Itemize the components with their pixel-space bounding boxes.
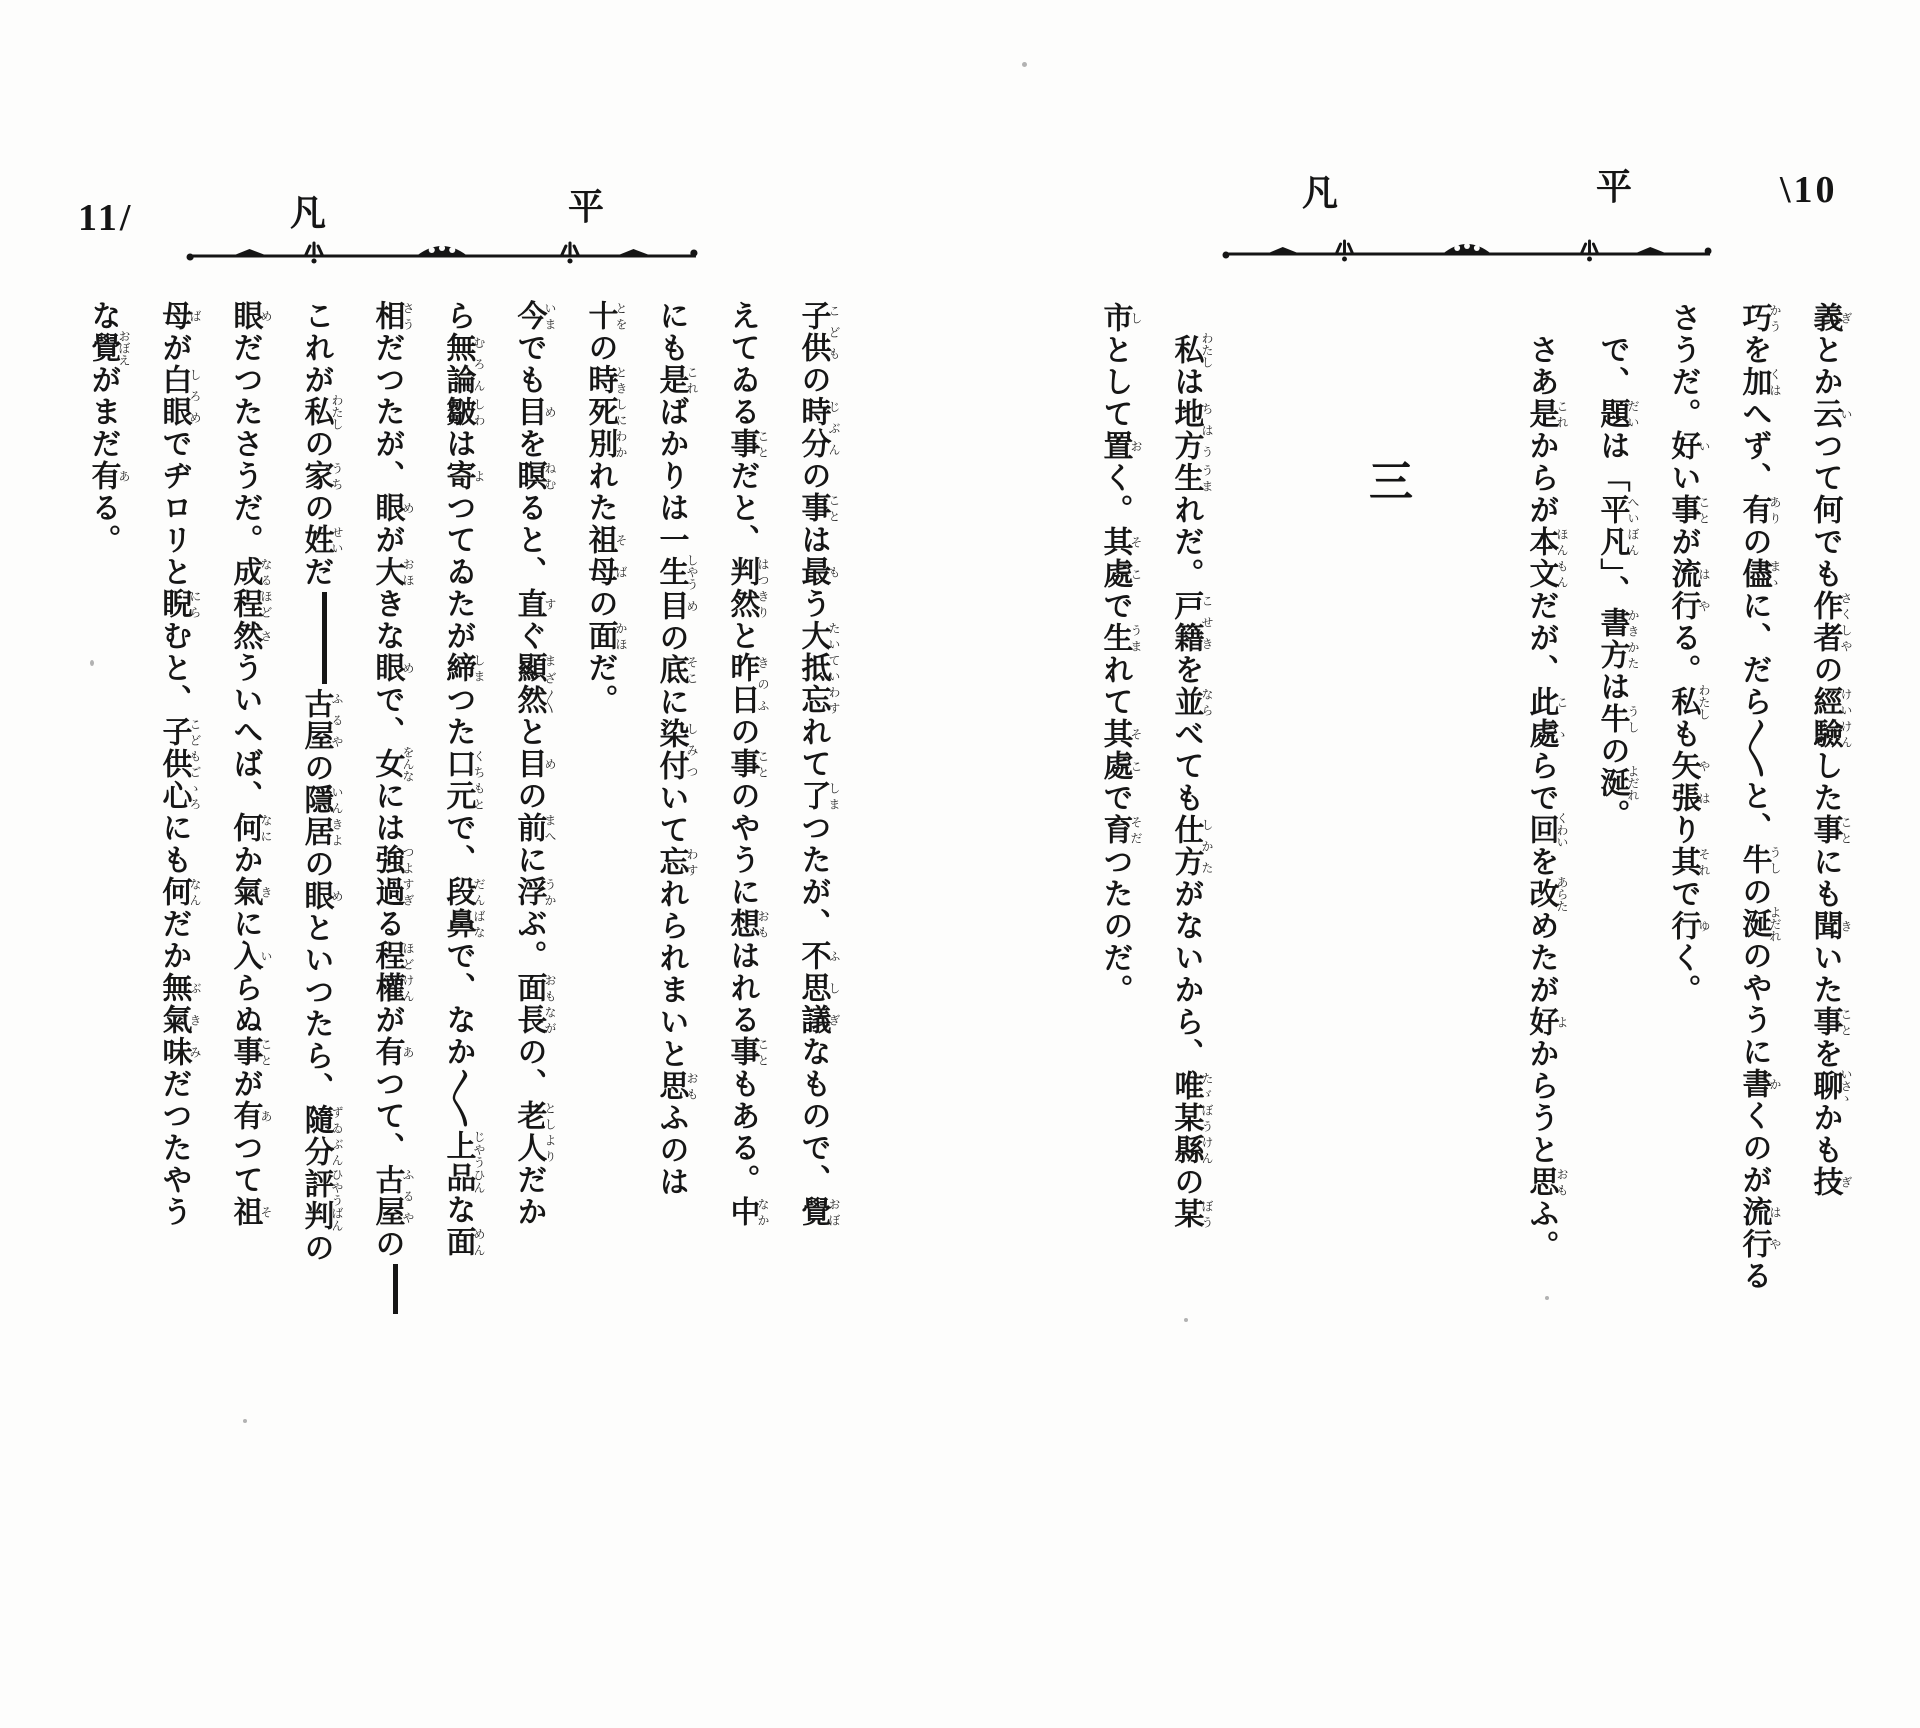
text-column: 子供こどもの時分じぶんの事ことは最もう大抵たいてい忘わすれて了しまつたが、不思議ふしぎなもので、覺おぼ	[795, 300, 841, 1228]
text-column: ら無論むろん皺しわは寄よつてゐたが締しまつた口元くちもとで、段鼻だんばなで、なか〱上品じやうひんな面めん	[440, 300, 486, 1258]
text-column: 今いまでも目めを瞑ねむると、直すぐ顯然まざ〱と目めの前まへに浮うかぶ。面長おもながの、老人としよりだか	[511, 300, 557, 1228]
section-number: 三	[1361, 458, 1412, 502]
text-column: 相さうだつたが、眼めが大おほきな眼めで、女をんなには強過つよすぎる程ほど權けんが有あつて、古屋ふるやの	[362, 300, 414, 1312]
scan-speck	[1022, 62, 1027, 67]
text-column: えてゐる事ことだと、判然はつきりと昨日きのふの事ことのやうに想おもはれる事こともある。中なか	[724, 300, 770, 1228]
text-column: さあ是これからが本文ほんもんだが、此處こゝらで回くわいを改あらためたが好よからうと思おもふ。	[1523, 302, 1569, 1262]
text-column: にも是こればかりは一生しやう目めの底そこに染付しみついて忘わすれられまいと思おもふのは	[653, 300, 699, 1198]
scan-speck	[243, 1419, 247, 1423]
running-head-char-bon: 凡	[290, 193, 327, 234]
text-column: 十とをの時とき死別しにわかれた祖母そばの面かほだ。	[582, 300, 628, 716]
running-head-char-bon: 凡	[1302, 173, 1339, 214]
vertical-dash	[393, 1264, 398, 1314]
text-column: 眼めだつたさうだ。成程なるほど然さういへば、何なにか氣きに入いらぬ事ことが有あつて祖そ	[227, 300, 273, 1228]
text-column: で、題だいは「平凡へいぼん」、書方かきかたは牛うしの涎よだれ。	[1594, 302, 1640, 831]
scan-speck	[1184, 1318, 1188, 1322]
text-column: 義ぎとか云いつて何でも作者さくしやの經驗けいけんした事ことにも聞きいた事ことを聊いさゝかも技ぎ	[1807, 302, 1853, 1198]
text-column: 母ばが白眼しろめでヂロリと睨にらむと、子供心こどもごゝろにも何なんだか無氣味ぶきみだつたやう	[156, 300, 202, 1228]
page-number-10: \10	[1780, 169, 1838, 211]
page-number-11: 11/	[78, 197, 134, 239]
running-head-char-hei: 平	[568, 187, 605, 228]
vertical-dash	[322, 592, 327, 684]
scan-speck	[1545, 1296, 1549, 1300]
text-column: 巧かうを加くはへず、有ありの儘まゝに、だら〱と、牛うしの涎よだれのやうに書かくのが流行はやる	[1736, 302, 1782, 1292]
text-column: さうだ。好いい事ことが流行はやる。私わたしも矢張やはり其それで行ゆく。	[1665, 302, 1711, 1006]
text-column: これが私わたしの家うちの姓せいだ古屋ふるやの隱居いんきよの眼めといつたら、隨分ずゐぶん評判ひやうばんの	[298, 300, 344, 1264]
scan-speck	[90, 660, 94, 666]
text-column: 市しとして置おく。其處そこで生うまれて其處そこで育そだつたのだ。	[1097, 302, 1143, 1006]
text-column: 私わたしは地方ちはう生うまれだ。戸籍こせきを並ならべても仕方しかたがないから、唯たゞ某縣ぼうけんの某ぼう	[1168, 332, 1214, 1230]
running-head-char-hei: 平	[1596, 167, 1633, 208]
text-column: な覺おぼえがまだ有ある。	[85, 300, 131, 556]
